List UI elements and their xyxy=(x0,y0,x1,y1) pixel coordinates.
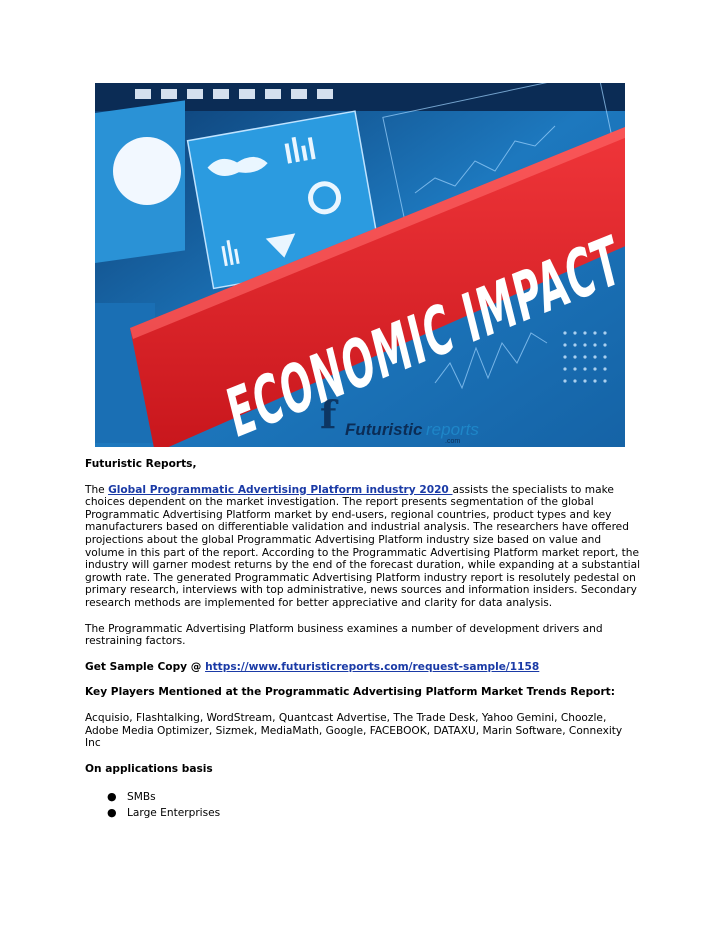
bullet-icon: ● xyxy=(107,790,117,804)
hero-image xyxy=(95,83,625,447)
key-players-list: Acquisio, Flashtalking, WordStream, Quantcast Advertise, The Trade Desk, Yahoo Gemini, Choozle, Adobe Media Optimizer, Sizmek, MediaMath, Google, FACEBOOK, DATAXU, Marin Software, Connexity Inc xyxy=(85,711,623,750)
svg-text:.com: .com xyxy=(445,438,461,445)
svg-text:f: f xyxy=(320,392,337,437)
sample-copy-link[interactable]: https://www.futuristicreports.com/request-sample/1158 xyxy=(205,660,540,673)
bullet-icon: ● xyxy=(107,806,117,820)
intro-paragraph: The Global Programmatic Advertising Platform industry 2020 assists the specialists to make choices dependent on the market investigation. The report presents segmentation of the global Programmatic Advertising Platform market by end-users, regional countries, product types and key manufacturers based on differentiable validation and industrial analysis. The researchers have offered projections about the global Programmatic Advertising Platform industry size based on value and volume in this part of the report. According to the Programmatic Advertising Platform market report, the industry will garner modest returns by the end of the forecast duration, while expanding at a substantial growth rate. The generated Programmatic Advertising Platform industry report is resolutely pedestal on primary research, interviews with top administrative, news sources and information insiders. Secondary research methods are implemented for better appreciative and clarity for data analysis. xyxy=(85,483,641,609)
applications-heading: On applications basis xyxy=(85,762,213,775)
heading: Futuristic Reports, xyxy=(85,458,197,470)
drivers-paragraph: The Programmatic Advertising Platform business examines a number of development drivers and restraining factors. xyxy=(85,622,603,648)
svg-text:reports: reports xyxy=(426,420,479,439)
report-link[interactable]: Global Programmatic Advertising Platform industry 2020 xyxy=(108,483,453,496)
list-item: ● Large Enterprises xyxy=(107,806,221,820)
key-players-heading: Key Players Mentioned at the Programmatic Advertising Platform Market Trends Report: xyxy=(85,686,615,699)
sample-copy-line: Get Sample Copy @ https://www.futuristicreports.com/request-sample/1158 xyxy=(85,660,540,673)
applications-list xyxy=(85,789,640,821)
document-body xyxy=(85,458,640,821)
svg-text:Futuristic: Futuristic xyxy=(345,420,423,439)
list-item: ● SMBs xyxy=(107,790,156,804)
